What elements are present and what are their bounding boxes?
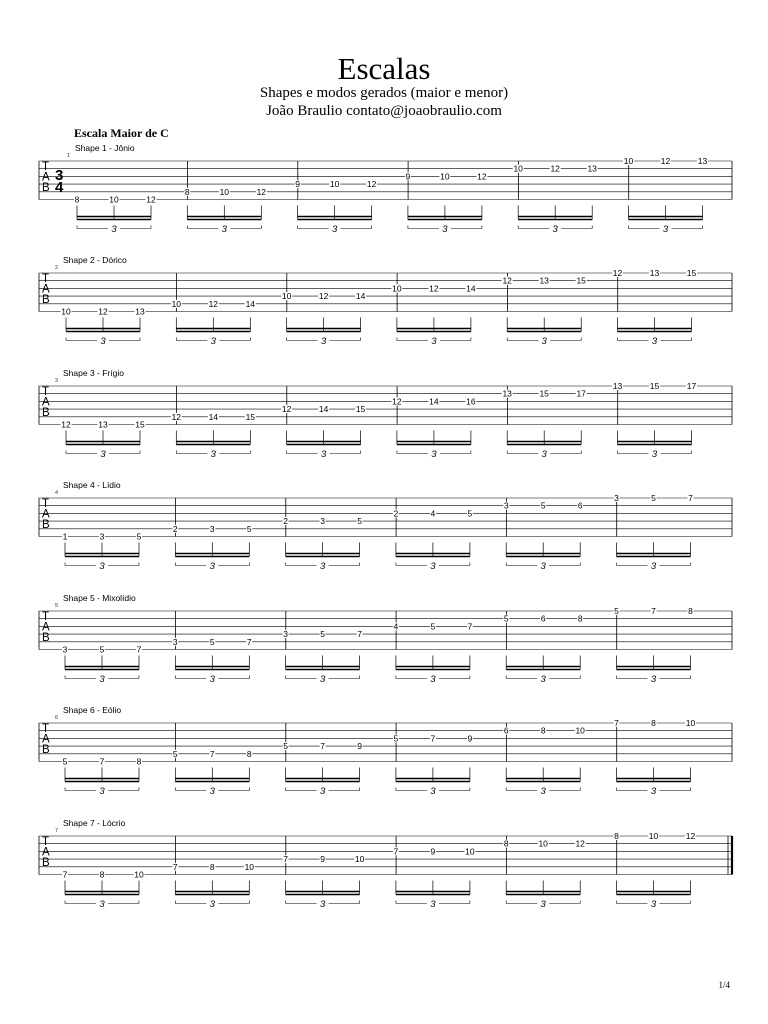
fret-number: 7: [357, 629, 362, 640]
fret-number: 4: [430, 508, 436, 519]
tuplet-number: 3: [319, 786, 326, 797]
fret-number: 10: [134, 869, 144, 880]
fret-number: 10: [538, 838, 548, 849]
tuplet-number: 3: [650, 561, 657, 572]
tuplet-number: 3: [552, 224, 558, 235]
fret-number: 5: [503, 613, 509, 624]
tuplet-number: 3: [651, 336, 658, 347]
tuplet-number: 3: [431, 336, 437, 347]
time-signature-top: 3: [55, 167, 64, 184]
fret-number: 12: [612, 268, 623, 278]
fret-number: 12: [281, 404, 292, 415]
fret-number: 10: [685, 718, 696, 728]
fret-number: 3: [62, 644, 68, 655]
fret-number: 10: [61, 306, 71, 317]
tab-clef-letter: A: [42, 621, 50, 634]
fret-number: 10: [575, 725, 585, 736]
fret-number: 15: [539, 388, 549, 399]
fret-number: 10: [329, 179, 340, 190]
fret-number: 14: [466, 283, 476, 294]
fret-number: 13: [98, 419, 108, 430]
fret-number: 12: [660, 156, 671, 166]
tab-clef-letter: B: [42, 632, 50, 644]
fret-number: 7: [209, 748, 215, 759]
tab-clef-letter: A: [42, 396, 50, 409]
tab-clef-letter: B: [42, 407, 50, 419]
fret-number: 12: [550, 163, 560, 174]
fret-number: 8: [74, 194, 80, 205]
fret-number: 10: [648, 831, 659, 841]
fret-number: 10: [281, 291, 292, 302]
tuplet-number: 3: [210, 449, 216, 460]
tuplet-number: 3: [99, 674, 105, 685]
tab-clef-letter: A: [42, 508, 50, 521]
fret-number: 6: [540, 613, 546, 624]
fret-number: 15: [576, 275, 586, 286]
tuplet-number: 3: [100, 449, 106, 460]
fret-number: 3: [320, 516, 325, 527]
fret-number: 15: [355, 404, 366, 415]
fret-number: 17: [686, 381, 697, 391]
measure-number: 3: [55, 378, 59, 384]
tuplet-number: 3: [319, 561, 326, 572]
fret-number: 7: [283, 854, 288, 865]
fret-number: 13: [502, 388, 512, 399]
tuplet-number: 3: [209, 786, 215, 797]
fret-number: 7: [62, 869, 68, 880]
fret-number: 8: [688, 606, 693, 616]
fret-number: 7: [320, 741, 325, 752]
fret-number: 14: [245, 298, 256, 309]
fret-number: 2: [172, 523, 178, 534]
fret-number: 8: [246, 748, 252, 759]
tab-clef-letter: B: [42, 182, 50, 194]
tuplet-number: 3: [99, 561, 105, 572]
fret-number: 8: [184, 186, 190, 197]
fret-number: 5: [651, 493, 656, 503]
fret-number: 13: [697, 156, 708, 166]
fret-number: 7: [99, 756, 105, 767]
fret-number: 8: [651, 718, 656, 728]
fret-number: 5: [614, 606, 619, 616]
tab-clef-letter: B: [42, 857, 50, 869]
shape-label: Shape 1 - Jônio: [75, 143, 135, 153]
fret-number: 13: [587, 163, 597, 174]
fret-number: 9: [405, 171, 411, 182]
page-number: 1/4: [718, 980, 730, 990]
tuplet-number: 3: [331, 224, 338, 235]
fret-number: 7: [614, 718, 619, 728]
fret-number: 5: [246, 523, 252, 534]
fret-number: 9: [357, 741, 362, 752]
fret-number: 17: [576, 388, 586, 399]
tuplet-number: 3: [540, 674, 546, 685]
tab-clef-letter: T: [42, 836, 50, 848]
fret-number: 14: [318, 404, 329, 415]
fret-number: 8: [540, 725, 546, 736]
fret-number: 7: [393, 846, 399, 857]
tuplet-number: 3: [319, 899, 326, 910]
tab-clef-letter: T: [42, 498, 50, 510]
fret-number: 15: [245, 411, 256, 422]
fret-number: 13: [135, 306, 145, 317]
fret-number: 3: [283, 629, 288, 640]
fret-number: 5: [430, 621, 436, 632]
tuplet-number: 3: [431, 449, 437, 460]
fret-number: 10: [465, 846, 475, 857]
tuplet-number: 3: [111, 224, 117, 235]
fret-number: 5: [283, 741, 288, 752]
fret-number: 7: [246, 636, 252, 647]
fret-number: 3: [209, 523, 215, 534]
measure-number: 4: [55, 490, 59, 496]
fret-number: 12: [685, 831, 696, 841]
fret-number: 5: [540, 500, 546, 511]
document-title: Escalas: [337, 51, 431, 86]
fret-number: 16: [466, 396, 476, 407]
fret-number: 6: [503, 725, 509, 736]
fret-number: 3: [172, 636, 178, 647]
fret-number: 10: [440, 171, 450, 182]
fret-number: 13: [539, 275, 549, 286]
fret-number: 5: [172, 748, 178, 759]
fret-number: 14: [429, 396, 439, 407]
fret-number: 10: [354, 854, 365, 865]
fret-number: 7: [430, 733, 436, 744]
fret-number: 8: [136, 756, 142, 767]
fret-number: 5: [357, 516, 362, 527]
fret-number: 7: [651, 606, 656, 616]
tuplet-number: 3: [209, 561, 215, 572]
tab-clef-letter: T: [42, 273, 50, 285]
fret-number: 10: [219, 186, 230, 197]
shape-label: Shape 7 - Lócrio: [63, 818, 126, 828]
fret-number: 3: [614, 493, 619, 503]
fret-number: 10: [513, 163, 523, 174]
fret-number: 8: [614, 831, 619, 841]
tuplet-number: 3: [430, 561, 436, 572]
fret-number: 14: [355, 291, 366, 302]
measure-number: 5: [55, 603, 59, 609]
tab-clef-letter: B: [42, 294, 50, 306]
fret-number: 3: [99, 531, 105, 542]
fret-number: 5: [209, 636, 215, 647]
fret-number: 9: [320, 854, 325, 865]
fret-number: 5: [99, 644, 105, 655]
fret-number: 10: [392, 283, 402, 294]
fret-number: 7: [172, 861, 178, 872]
tuplet-number: 3: [209, 899, 215, 910]
fret-number: 12: [366, 179, 377, 190]
tuplet-number: 3: [662, 224, 669, 235]
fret-number: 12: [61, 419, 71, 430]
tuplet-number: 3: [430, 674, 436, 685]
fret-number: 12: [318, 291, 329, 302]
fret-number: 4: [393, 621, 399, 632]
fret-number: 6: [577, 500, 583, 511]
tab-clef-letter: A: [42, 733, 50, 746]
tuplet-number: 3: [650, 899, 657, 910]
fret-number: 2: [283, 516, 288, 527]
fret-number: 10: [244, 861, 255, 872]
fret-number: 8: [577, 613, 583, 624]
fret-number: 12: [502, 275, 512, 286]
tuplet-number: 3: [650, 786, 657, 797]
section-heading: Escala Maior de C: [74, 126, 169, 140]
measure-number: 1: [67, 153, 71, 159]
tuplet-number: 3: [99, 786, 105, 797]
tuplet-number: 3: [541, 449, 547, 460]
fret-number: 13: [612, 381, 623, 391]
tuplet-number: 3: [319, 674, 326, 685]
fret-number: 9: [430, 846, 436, 857]
fret-number: 12: [171, 411, 182, 422]
tuplet-number: 3: [540, 899, 546, 910]
shape-label: Shape 4 - Lídio: [63, 480, 121, 490]
shape-label: Shape 5 - Mixolídio: [63, 593, 136, 603]
tuplet-number: 3: [541, 336, 547, 347]
fret-number: 12: [575, 838, 585, 849]
shape-label: Shape 3 - Frígio: [63, 368, 124, 378]
fret-number: 10: [171, 298, 182, 309]
fret-number: 9: [467, 733, 473, 744]
tuplet-number: 3: [650, 674, 657, 685]
fret-number: 5: [393, 733, 399, 744]
document-subtitle: Shapes e modos gerados (maior e menor): [259, 85, 509, 101]
fret-number: 12: [146, 194, 156, 205]
tuplet-number: 3: [210, 336, 216, 347]
fret-number: 14: [208, 411, 219, 422]
fret-number: 7: [688, 493, 693, 503]
fret-number: 15: [649, 381, 660, 391]
fret-number: 5: [62, 756, 68, 767]
fret-number: 3: [503, 500, 509, 511]
tab-clef-letter: A: [42, 283, 50, 296]
fret-number: 12: [256, 186, 267, 197]
tab-clef-letter: T: [42, 161, 50, 173]
fret-number: 15: [686, 268, 697, 278]
fret-number: 7: [136, 644, 142, 655]
shape-label: Shape 2 - Dórico: [63, 255, 127, 265]
fret-number: 8: [99, 869, 105, 880]
fret-number: 12: [477, 171, 487, 182]
tuplet-number: 3: [540, 786, 546, 797]
fret-number: 7: [467, 621, 473, 632]
measure-number: 7: [55, 828, 59, 834]
tuplet-number: 3: [430, 786, 436, 797]
tuplet-number: 3: [442, 224, 448, 235]
measure-number: 2: [55, 265, 59, 271]
tab-clef-letter: T: [42, 723, 50, 735]
tuplet-number: 3: [100, 336, 106, 347]
fret-number: 5: [136, 531, 142, 542]
tab-clef-letter: A: [42, 171, 50, 184]
tuplet-number: 3: [221, 224, 227, 235]
fret-number: 10: [109, 194, 119, 205]
fret-number: 9: [295, 179, 300, 190]
fret-number: 12: [392, 396, 402, 407]
tuplet-number: 3: [99, 899, 105, 910]
tuplet-number: 3: [651, 449, 658, 460]
tuplet-number: 3: [320, 336, 327, 347]
tab-clef-letter: A: [42, 846, 50, 859]
fret-number: 12: [429, 283, 439, 294]
fret-number: 1: [62, 531, 68, 542]
fret-number: 5: [467, 508, 473, 519]
fret-number: 5: [320, 629, 325, 640]
fret-number: 8: [209, 861, 215, 872]
fret-number: 13: [649, 268, 660, 278]
tab-clef-letter: T: [42, 611, 50, 623]
fret-number: 15: [135, 419, 145, 430]
fret-number: 10: [623, 156, 634, 166]
tuplet-number: 3: [540, 561, 546, 572]
fret-number: 8: [503, 838, 509, 849]
shape-label: Shape 6 - Eólio: [63, 705, 122, 715]
tab-clef-letter: B: [42, 744, 50, 756]
fret-number: 12: [98, 306, 108, 317]
tuplet-number: 3: [209, 674, 215, 685]
tuplet-number: 3: [430, 899, 436, 910]
tuplet-number: 3: [320, 449, 327, 460]
document-author: João Braulio contato@joaobraulio.com: [266, 103, 502, 119]
tab-clef-letter: T: [42, 386, 50, 398]
tab-clef-letter: B: [42, 519, 50, 531]
time-signature-bottom: 4: [55, 179, 64, 196]
fret-number: 12: [208, 298, 219, 309]
measure-number: 6: [55, 715, 59, 721]
fret-number: 2: [393, 508, 399, 519]
